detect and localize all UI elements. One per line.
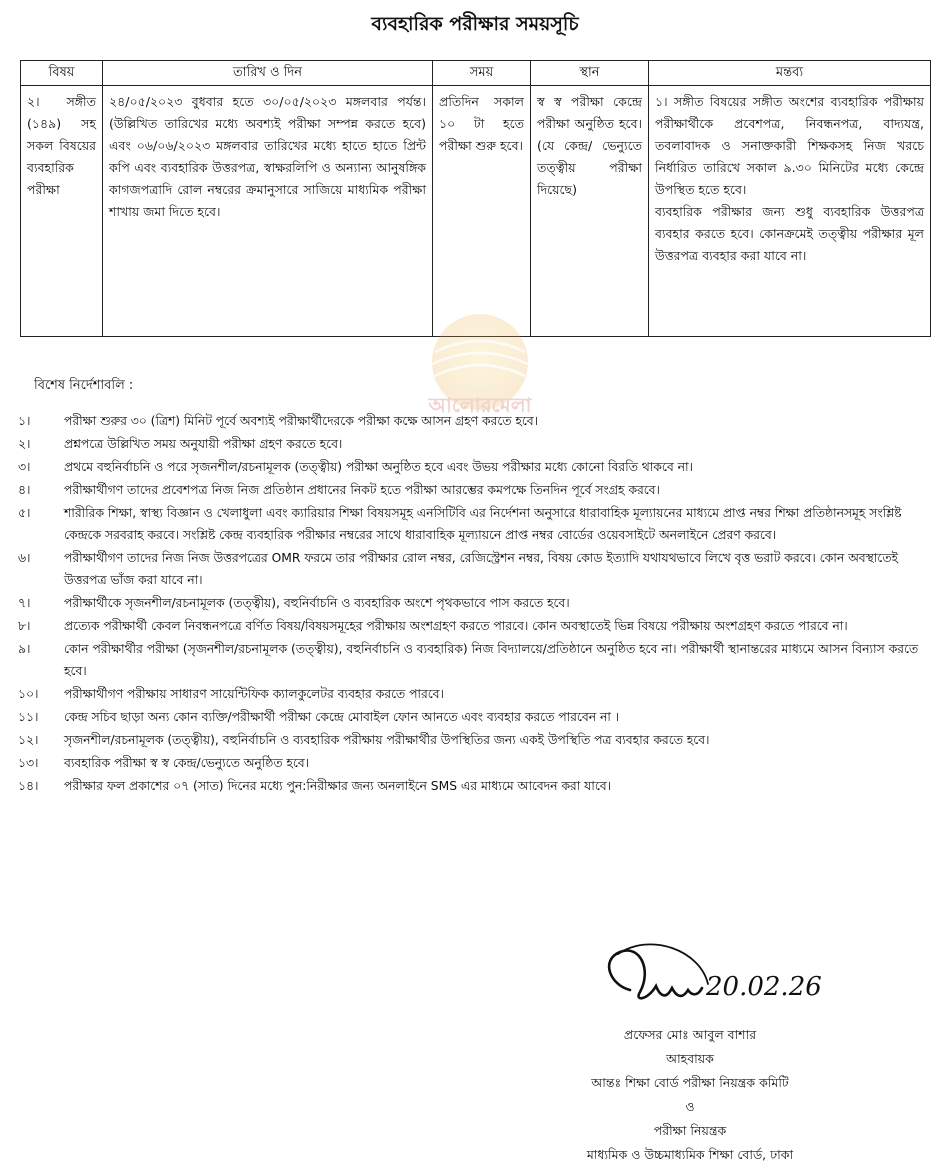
list-item — [18, 615, 923, 637]
table-header-row — [21, 61, 931, 86]
item-number: ১০। — [18, 687, 39, 701]
header-place: স্থান — [531, 61, 649, 86]
item-number: ৪। — [18, 483, 31, 497]
list-item — [18, 479, 923, 501]
table-row — [21, 86, 931, 337]
item-text: প্রত্যেক পরীক্ষার্থী কেবল নিবন্ধনপত্রে বর্ণিত বিষয়/বিষয়সমূহের পরীক্ষায় অংশগ্রহণ করতে পারবে। কোন অবস্থাতেই ভিন্ন বিষয়ে পরীক্ষায় অংশগ্রহণ করতে পারবে না। — [64, 619, 848, 633]
item-text: সৃজনশীল/রচনামূলক (তত্ত্বীয়), বহুনির্বাচনি ও ব্যবহারিক পরীক্ষায় পরীক্ষার্থীর উপস্থিতির জন্য একই উপস্থিতি পত্র ব্যবহার করতে হবে। — [64, 733, 710, 747]
item-text: পরীক্ষার্থীগণ তাদের প্রবেশপত্র নিজ নিজ প্রতিষ্ঠান প্রধানের নিকট হতে পরীক্ষা আরম্ভের কমপক্ষে তিনদিন পূর্বে সংগ্রহ করবে। — [64, 483, 660, 497]
list-item — [18, 410, 923, 432]
item-text: পরীক্ষার্থীগণ তাদের নিজ নিজ উত্তরপত্রের OMR ফরমে তার পরীক্ষার রোল নম্বর, রেজিস্ট্রেশন নম্বর, বিষয় কোড ইত্যাদি যথাযথভাবে লিখে বৃত্ত ভরাট করবে। কোন অবস্থাতেই উত্তরপত্র ভাঁজ করা যাবে না। — [64, 551, 898, 587]
signatory-name: প্রফেসর মোঃ আবুল বাশার — [623, 1027, 757, 1042]
item-number: ৬। — [18, 551, 31, 565]
cell-remarks — [649, 86, 931, 337]
signatory-role: আহবায়ক — [666, 1051, 714, 1066]
cell-time: প্রতিদিন সকাল ১০ টা হতে পরীক্ষা শুরু হবে। — [433, 86, 531, 337]
cell-place: স্ব স্ব পরীক্ষা কেন্দ্রে পরীক্ষা অনুষ্ঠিত হবে। (যে কেন্দ্র/ ভেন্যুতে তত্ত্বীয় পরীক্ষা দিয়েছে) — [531, 86, 649, 337]
instructions-list — [18, 410, 923, 798]
item-number: ১৪। — [18, 779, 39, 793]
item-text: পরীক্ষার্থীগণ পরীক্ষায় সাধারণ সায়েন্টিফিক ক্যালকুলেটর ব্যবহার করতে পারবে। — [64, 687, 444, 701]
list-item — [18, 592, 923, 614]
list-item — [18, 706, 923, 728]
header-remarks: মন্তব্য — [649, 61, 931, 86]
list-item — [18, 775, 923, 797]
cell-subject: ২। সঙ্গীত (১৪৯) সহ সকল বিষয়ের ব্যবহারিক পরীক্ষা — [21, 86, 103, 337]
list-item — [18, 547, 923, 591]
cell-date: ২৪/০৫/২০২৩ বুধবার হতে ৩০/০৫/২০২৩ মঙ্গলবার পর্যন্ত। (উল্লিখিত তারিখের মধ্যে অবশ্যই পরীক্ষা সম্পন্ন করতে হবে) এবং ০৬/০৬/২০২৩ মঙ্গলবার তারিখের মধ্যে হাতে হাতে প্রিন্ট কপি এবং ব্যবহারিক উত্তরপত্র, স্বাক্ষরলিপি ও অন্যান্য আনুষঙ্গিক কাগজপত্রাদি রোল নম্বরের ক্রমানুসারে সাজিয়ে মাধ্যমিক পরীক্ষা শাখায় জমা দিতে হবে। — [103, 86, 433, 337]
item-number: ৭। — [18, 596, 31, 610]
header-subject: বিষয় — [21, 61, 103, 86]
item-text: প্রথমে বহুনির্বাচনি ও পরে সৃজনশীল/রচনামূলক (তত্ত্বীয়) পরীক্ষা অনুষ্ঠিত হবে এবং উভয় পরীক্ষার মধ্যে কোনো বিরতি থাকবে না। — [64, 460, 693, 474]
item-number: ৩। — [18, 460, 31, 474]
schedule-table — [20, 60, 931, 337]
item-text: কেন্দ্র সচিব ছাড়া অন্য কোন ব্যক্তি/পরীক্ষার্থী পরীক্ষা কেন্দ্রে মোবাইল ফোন আনতে এবং ব্যবহার করতে পারবেন না । — [64, 710, 620, 724]
item-text: পরীক্ষার্থীকে সৃজনশীল/রচনামূলক (তত্ত্বীয়), বহুনির্বাচনি ও ব্যবহারিক অংশে পৃথকভাবে পাস করতে হবে। — [64, 596, 570, 610]
signatory-role-2: পরীক্ষা নিয়ন্ত্রক — [653, 1123, 727, 1138]
item-text: ব্যবহারিক পরীক্ষা স্ব স্ব কেন্দ্র/ভেন্যুতে অনুষ্ঠিত হবে। — [64, 756, 310, 770]
item-text: পরীক্ষার ফল প্রকাশের ০৭ (সাত) দিনের মধ্যে পুন:নিরীক্ষার জন্য অনলাইনে SMS এর মাধ্যমে আবেদন করা যাবে। — [64, 779, 612, 793]
item-text: শারীরিক শিক্ষা, স্বাস্থ্য বিজ্ঞান ও খেলাধুলা এবং ক্যারিয়ার শিক্ষা বিষয়সমূহ এনসিটিবি এর নির্দেশনা অনুসারে ধারাবাহিক মূল্যায়নের মাধ্যমে প্রাপ্ত নম্বর শিক্ষা প্রতিষ্ঠানসমূহ সংশ্লিষ্ট কেন্দ্রকে সরবরাহ করবে। সংশ্লিষ্ট কেন্দ্র ব্যবহারিক পরীক্ষার নম্বরের সাথে ধারাবাহিক মূল্যায়নে প্রাপ্ত নম্বর বোর্ডের ওয়েবসাইটে অনলাইনে প্রেরণ করবে। — [64, 506, 902, 542]
item-number: ৮। — [18, 619, 31, 633]
item-number: ২। — [18, 437, 31, 451]
list-item — [18, 638, 923, 682]
item-text: প্রশ্নপত্রে উল্লিখিত সময় অনুযায়ী পরীক্ষা গ্রহণ করতে হবে। — [64, 437, 343, 451]
signatory-block — [520, 1023, 860, 1167]
signatory-board: মাধ্যমিক ও উচ্চমাধ্যমিক শিক্ষা বোর্ড, ঢাকা — [586, 1147, 794, 1162]
item-number: ১৩। — [18, 756, 39, 770]
item-number: ৫। — [18, 506, 31, 520]
remarks-paragraph-2: ব্যবহারিক পরীক্ষার জন্য শুধু ব্যবহারিক উত্তরপত্র ব্যবহার করতে হবে। কোনক্রমেই তত্ত্বীয় পরীক্ষার মূল উত্তরপত্র ব্যবহার করা যাবে না। — [655, 204, 924, 263]
header-time: সময় — [433, 61, 531, 86]
signature-date: 20.02.26 — [706, 972, 822, 1002]
remarks-paragraph-1: ১। সঙ্গীত বিষয়ের সঙ্গীত অংশের ব্যবহারিক পরীক্ষায় পরীক্ষার্থীকে প্রবেশপত্র, নিবন্ধনপত্র, বাদ্যযন্ত্র, তবলাবাদক ও সনাক্তকারী শিক্ষকসহ নিজ খরচে নির্ধারিত তারিখে সকাল ৯.৩০ মিনিটের মধ্যে কেন্দ্রে উপস্থিত হতে হবে। — [655, 94, 924, 197]
list-item — [18, 456, 923, 478]
list-item — [18, 502, 923, 546]
item-number: ১২। — [18, 733, 39, 747]
item-text: কোন পরীক্ষার্থীর পরীক্ষা (সৃজনশীল/রচনামূলক (তত্ত্বীয়), বহুনির্বাচনি ও ব্যবহারিক) নিজ বিদ্যালয়ে/প্রতিষ্ঠানে অনুষ্ঠিত হবে না। পরীক্ষার্থী স্থানান্তরের মাধ্যমে আসন বিন্যাস করতে হবে। — [64, 642, 919, 678]
signatory-conjunction: ও — [685, 1099, 695, 1114]
list-item — [18, 752, 923, 774]
header-date: তারিখ ও দিন — [103, 61, 433, 86]
item-number: ৯। — [18, 642, 31, 656]
list-item — [18, 729, 923, 751]
watermark-text: আলোরমেলা — [428, 393, 532, 417]
item-text: পরীক্ষা শুরুর ৩০ (ত্রিশ) মিনিট পূর্বে অবশ্যই পরীক্ষার্থীদেরকে পরীক্ষা কক্ষে আসন গ্রহণ করতে হবে। — [64, 414, 539, 428]
list-item — [18, 433, 923, 455]
item-number: ১১। — [18, 710, 39, 724]
signatory-committee: আন্তঃ শিক্ষা বোর্ড পরীক্ষা নিয়ন্ত্রক কমিটি — [591, 1075, 789, 1090]
item-number: ১। — [18, 414, 31, 428]
special-instructions-title: বিশেষ নির্দেশাবলি : — [34, 378, 134, 393]
list-item — [18, 683, 923, 705]
page-title: ব্যবহারিক পরীক্ষার সময়সূচি — [371, 13, 579, 35]
